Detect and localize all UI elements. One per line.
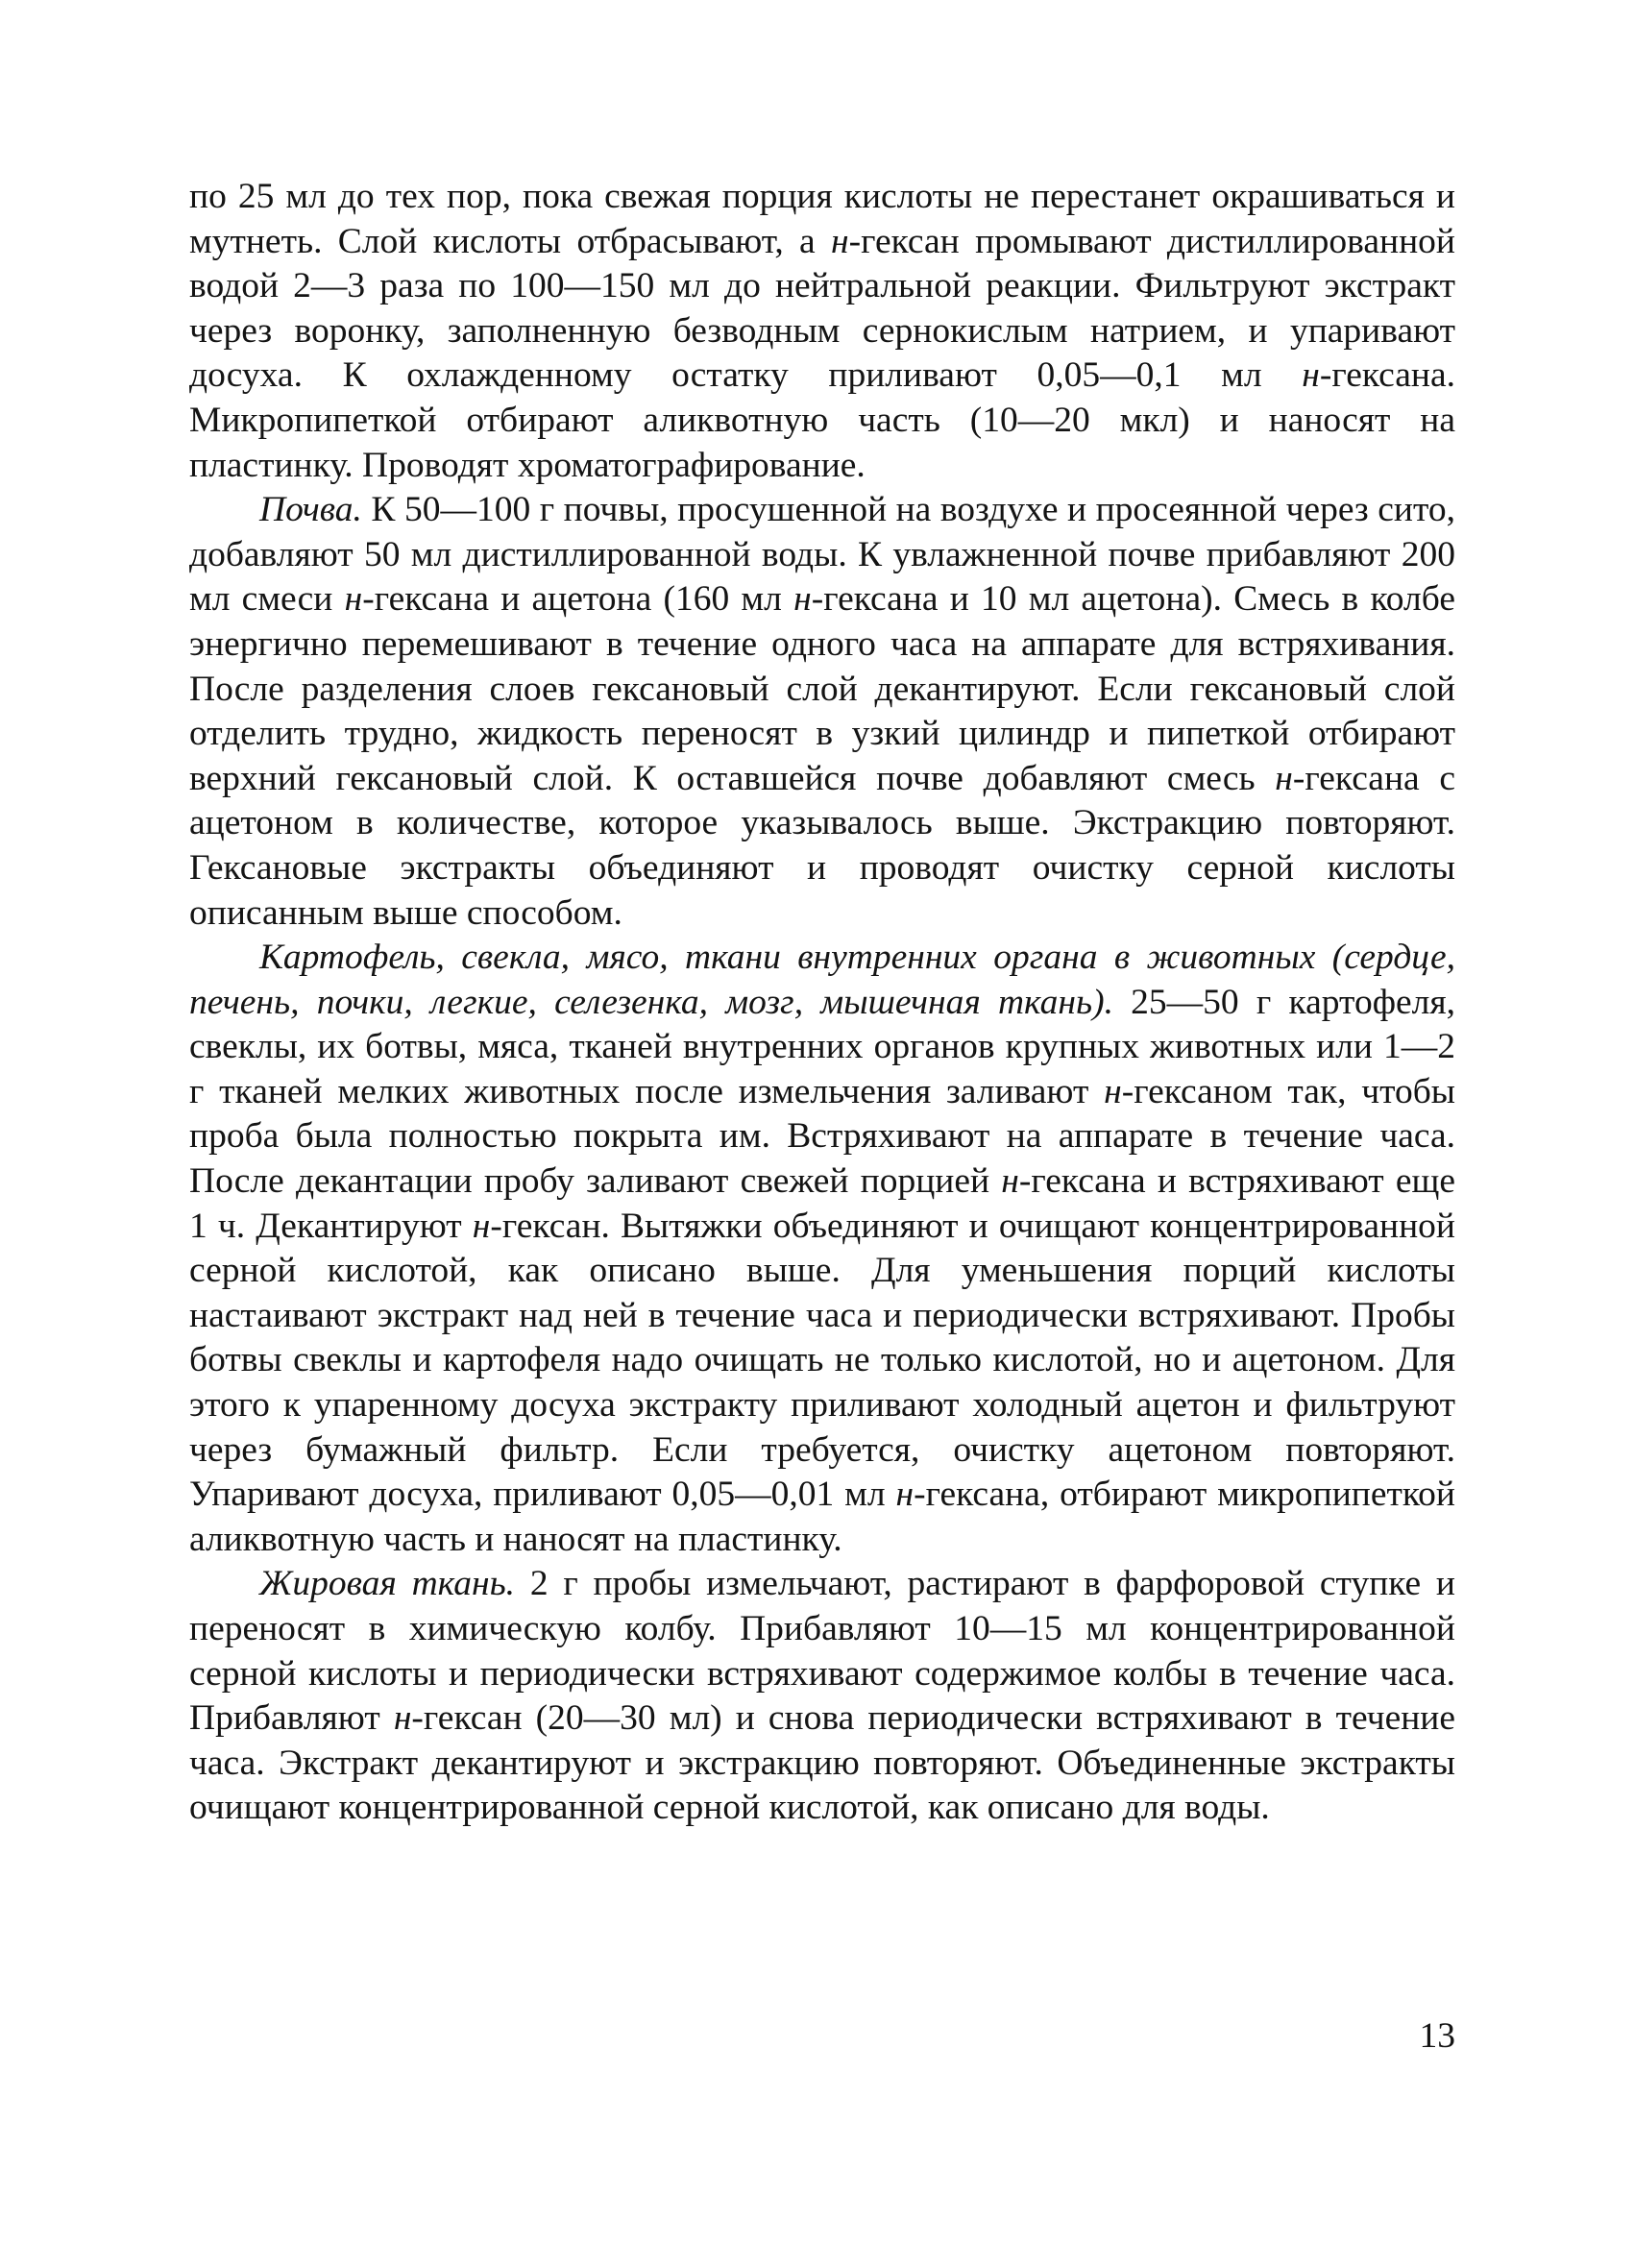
paragraph-tissues: [189, 936, 1455, 1562]
italic-n-prefix: н: [472, 1206, 491, 1246]
text-segment: 2 г пробы измельчают, растирают в фарфоровой ступке и переносят в химическую колбу. Прибавляют 10—15 мл концентрированной серной кислоты и периодически встряхивают содержимое колбы в течение часа. Прибавляют: [189, 1564, 1455, 1739]
italic-n-prefix: н: [1001, 1161, 1019, 1202]
section-title-tissues: Картофель, свекла, мясо, ткани внутренних органа в животных (сердце, печень, почки, легкие, селезенка, мозг, мышечная ткань).: [189, 938, 1455, 1022]
italic-n-prefix: н: [1302, 355, 1320, 396]
text-segment: -гексан. Вытяжки объединяют и очищают концентрированной серной кислотой, как описано выше. Для уменьшения порций кислоты настаивают экстракт над ней в течение часа и периодически встряхивают. Пробы ботвы свеклы и картофеля надо очищать не только кислотой, но и ацетоном. Для этого к упаренному досуха экстракту приливают холодный ацетон и фильтруют через бумажный фильтр. Если требуется, очистку ацетоном повторяют. Упаривают досуха, приливают 0,05—0,01 мл: [189, 1206, 1455, 1515]
page-number: 13: [1419, 2016, 1455, 2056]
text-segment: К 50—100 г почвы, просушенной на воздухе и просеянной через сито, добавляют 50 мл дистиллированной воды. К увлажненной почве прибавляют 200 мл смеси: [189, 490, 1455, 620]
italic-n-prefix: н: [793, 579, 812, 620]
text-segment: по 25 мл до тех пор, пока свежая порция кислоты не перестанет окрашиваться и мутнеть. Слой кислоты отбрасывают, а: [189, 177, 1455, 261]
italic-n-prefix: н: [831, 221, 849, 261]
text-segment: -гексана и ацетона (160 мл: [362, 579, 794, 620]
italic-n-prefix: н: [1104, 1071, 1122, 1111]
text-segment: -гексана и 10 мл ацетона). Смесь в колбе энергично перемешивают в течение одного часа на аппарате для встряхивания. После разделения слоев гексановый слой декантируют. Если гексановый слой отделить трудно, жидкость переносят в узкий цилиндр и пипеткой отбирают верхний гексановый слой. К оставшейся почве добавляют смесь: [189, 579, 1456, 798]
paragraph-fat: [189, 1562, 1455, 1831]
italic-n-prefix: н: [1275, 758, 1293, 798]
italic-n-prefix: н: [895, 1475, 915, 1515]
section-title-fat: Жировая ткань.: [259, 1564, 516, 1604]
paragraph-continuation: [189, 175, 1455, 488]
paragraph-soil: [189, 488, 1455, 936]
text-segment: -гексан промывают дистиллированной водой 2—3 раза по 100—150 мл до нейтральной реакции. Фильтруют экстракт через воронку, заполненную безводным сернокислым натрием, и упаривают досуха. К охлажденному остатку приливают 0,05—0,1 мл: [189, 221, 1455, 396]
text-segment: 25—50 г картофеля, свеклы, их ботвы, мяса, тканей внутренних органов крупных животных или 1—2 г тканей мелких животных после измельчения заливают: [189, 982, 1455, 1111]
text-segment: -гексана с ацетоном в количестве, которое указывалось выше. Экстракцию повторяют. Гексановые экстракты объединяют и проводят очистку серной кислоты описанным выше способом.: [189, 758, 1455, 933]
text-segment: -гексана и встряхивают еще 1 ч. Декантируют: [189, 1161, 1455, 1246]
italic-n-prefix: н: [393, 1698, 412, 1739]
section-title-soil: Почва.: [259, 490, 362, 530]
italic-n-prefix: н: [344, 579, 363, 620]
body-text: [189, 175, 1455, 1831]
text-segment: -гексаном так, чтобы проба была полностью покрыта им. Встряхивают на аппарате в течение часа. После декантации пробу заливают свежей порцией: [189, 1071, 1456, 1202]
text-segment: -гексана, отбирают микропипеткой аликвотную часть и наносят на пластинку.: [189, 1475, 1455, 1559]
text-segment: -гексана. Микропипеткой отбирают аликвотную часть (10—20 мкл) и наносят на пластинку. Проводят хроматографирование.: [189, 355, 1455, 485]
text-segment: -гексан (20—30 мл) и снова периодически встряхивают в течение часа. Экстракт декантируют и экстракцию повторяют. Объединенные экстракты очищают концентрированной серной кислотой, как описано для воды.: [189, 1698, 1455, 1828]
